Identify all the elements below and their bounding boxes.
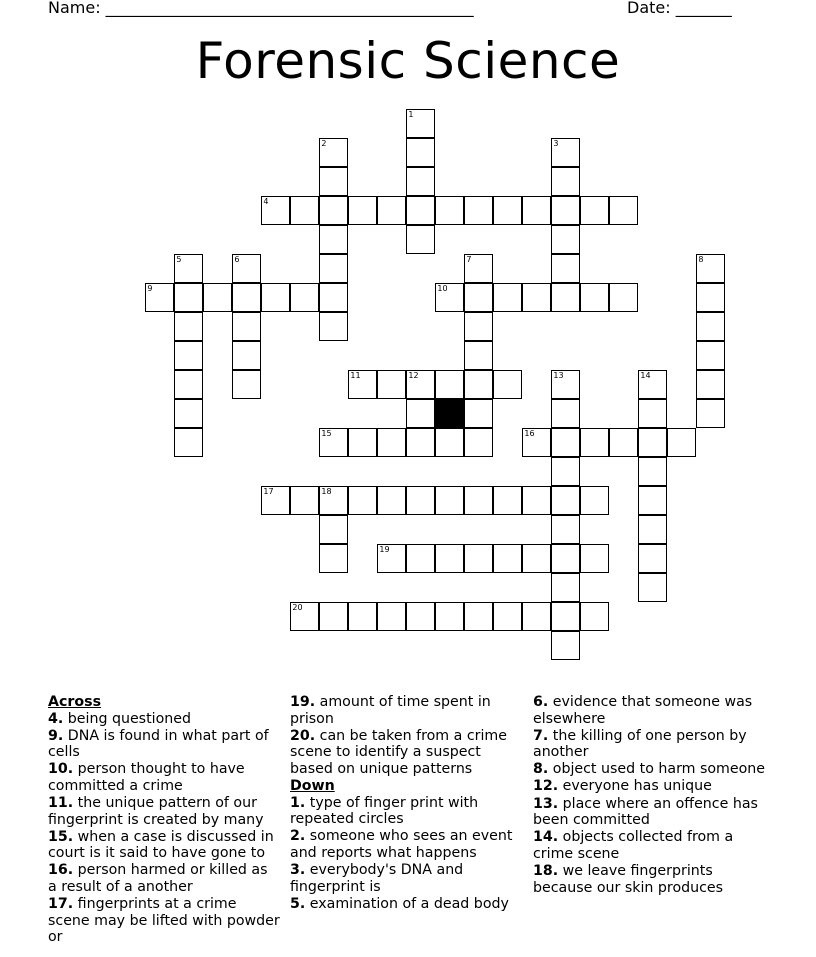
clue-item-number: 18. [533, 862, 559, 879]
grid-cell[interactable] [551, 486, 580, 515]
clue-item-text: can be taken from a crime scene to identify a suspect based on unique patterns [290, 727, 507, 777]
blocked-cell [435, 399, 464, 428]
clue-item-text: the killing of one person by another [533, 727, 747, 761]
grid-cell[interactable] [319, 544, 348, 573]
clue-item-number: 19. [290, 694, 316, 710]
grid-cell[interactable] [522, 428, 551, 457]
clue-item [533, 829, 765, 862]
grid-cell[interactable] [638, 428, 667, 457]
grid-cell[interactable] [261, 283, 290, 312]
grid-cell[interactable] [319, 138, 348, 167]
grid-cell[interactable] [174, 283, 203, 312]
grid-cell[interactable] [348, 428, 377, 457]
grid-cell[interactable] [435, 544, 464, 573]
clue-item-text: object used to harm someone [548, 761, 766, 778]
grid-cell[interactable] [261, 196, 290, 225]
grid-cell[interactable] [464, 283, 493, 312]
clues-column-3 [533, 694, 765, 897]
clue-item [48, 761, 280, 794]
grid-cell[interactable] [638, 399, 667, 428]
grid-cell[interactable] [377, 370, 406, 399]
grid-cell[interactable] [551, 631, 580, 660]
grid-cell[interactable] [522, 486, 551, 515]
clues-column-2 [290, 694, 526, 913]
clue-item-number: 9. [48, 727, 64, 744]
grid-cell[interactable] [319, 254, 348, 283]
grid-cell[interactable] [609, 283, 638, 312]
grid-cell[interactable] [348, 370, 377, 399]
grid-cell[interactable] [551, 457, 580, 486]
clues-column-1 [48, 694, 280, 946]
clue-item-number: 12. [533, 778, 559, 795]
grid-cell[interactable] [435, 196, 464, 225]
grid-cell[interactable] [174, 370, 203, 399]
grid-cell[interactable] [580, 196, 609, 225]
grid-cell[interactable] [551, 196, 580, 225]
grid-cell[interactable] [290, 283, 319, 312]
grid-cell[interactable] [232, 341, 261, 370]
grid-cell[interactable] [696, 254, 725, 283]
clue-number: 15 [321, 429, 332, 439]
clue-item [290, 694, 526, 727]
clue-item-number: 17. [48, 896, 74, 913]
grid-cell[interactable] [377, 486, 406, 515]
clue-item-text: type of finger print with repeated circles [290, 794, 479, 828]
clue-item-text: examination of a dead body [305, 895, 509, 912]
grid-cell[interactable] [319, 167, 348, 196]
clue-item [533, 761, 765, 778]
clue-item [48, 862, 280, 895]
grid-cell[interactable] [174, 312, 203, 341]
grid-cell[interactable] [464, 428, 493, 457]
grid-cell[interactable] [493, 544, 522, 573]
clue-number: 6 [234, 255, 240, 265]
clue-item-text: we leave fingerprints because our skin produces [533, 862, 724, 896]
grid-cell[interactable] [493, 602, 522, 631]
grid-cell[interactable] [696, 283, 725, 312]
grid-cell[interactable] [377, 428, 406, 457]
clue-item-number: 4. [48, 710, 64, 727]
grid-cell[interactable] [638, 573, 667, 602]
clue-item-text: everybody's DNA and fingerprint is [290, 861, 464, 895]
grid-cell[interactable] [667, 428, 696, 457]
clue-item-text: amount of time spent in prison [290, 694, 491, 727]
grid-cell[interactable] [580, 544, 609, 573]
clue-number: 20 [292, 603, 303, 613]
grid-cell[interactable] [638, 486, 667, 515]
grid-cell[interactable] [319, 196, 348, 225]
grid-cell[interactable] [464, 254, 493, 283]
clue-number: 17 [263, 487, 274, 497]
grid-cell[interactable] [406, 486, 435, 515]
grid-cell[interactable] [464, 312, 493, 341]
across-heading: Across [48, 694, 102, 710]
grid-cell[interactable] [522, 283, 551, 312]
grid-cell[interactable] [551, 515, 580, 544]
clue-item [48, 711, 280, 728]
grid-cell[interactable] [406, 196, 435, 225]
clue-item [48, 896, 280, 946]
grid-cell[interactable] [319, 428, 348, 457]
clue-item [533, 778, 765, 795]
clue-item [48, 795, 280, 828]
clue-item-number: 20. [290, 727, 316, 744]
grid-cell[interactable] [551, 544, 580, 573]
grid-cell[interactable] [174, 428, 203, 457]
grid-cell[interactable] [464, 602, 493, 631]
clue-item-text: place where an offence has been committed [533, 795, 758, 829]
grid-cell[interactable] [319, 225, 348, 254]
clue-number: 5 [176, 255, 182, 265]
clue-number: 19 [379, 545, 390, 555]
clue-number: 13 [553, 371, 564, 381]
grid-cell[interactable] [435, 602, 464, 631]
grid-cell[interactable] [406, 544, 435, 573]
grid-cell[interactable] [348, 196, 377, 225]
grid-cell[interactable] [493, 196, 522, 225]
grid-cell[interactable] [696, 341, 725, 370]
clue-item-number: 16. [48, 862, 74, 879]
clue-item-number: 2. [290, 828, 306, 845]
clue-item [48, 728, 280, 761]
grid-cell[interactable] [580, 486, 609, 515]
clue-number: 8 [698, 255, 704, 265]
grid-cell[interactable] [232, 370, 261, 399]
clue-number: 4 [263, 197, 269, 207]
grid-cell[interactable] [319, 486, 348, 515]
grid-cell[interactable] [406, 138, 435, 167]
grid-cell[interactable] [696, 399, 725, 428]
clue-number: 7 [466, 255, 472, 265]
grid-cell[interactable] [580, 602, 609, 631]
grid-cell[interactable] [551, 399, 580, 428]
grid-cell[interactable] [406, 167, 435, 196]
grid-cell[interactable] [232, 312, 261, 341]
clue-number: 12 [408, 371, 419, 381]
grid-cell[interactable] [406, 428, 435, 457]
grid-cell[interactable] [551, 573, 580, 602]
clue-item [533, 694, 765, 727]
grid-cell[interactable] [290, 486, 319, 515]
grid-cell[interactable] [290, 196, 319, 225]
grid-cell[interactable] [377, 544, 406, 573]
clue-item-text: DNA is found in what part of cells [48, 727, 269, 761]
clue-item-text: person harmed or killed as a result of a another [48, 862, 268, 896]
grid-cell[interactable] [551, 138, 580, 167]
grid-cell[interactable] [145, 283, 174, 312]
grid-cell[interactable] [377, 602, 406, 631]
clue-item-text: fingerprints at a crime scene may be lifted with powder or [48, 896, 280, 946]
clue-item-number: 7. [533, 727, 549, 744]
clue-item [533, 863, 765, 896]
clue-item-text: the unique pattern of our fingerprint is created by many [48, 795, 264, 828]
clue-item-number: 5. [290, 895, 306, 912]
grid-cell[interactable] [638, 370, 667, 399]
grid-cell[interactable] [406, 109, 435, 138]
grid-cell[interactable] [580, 283, 609, 312]
grid-cell[interactable] [174, 399, 203, 428]
clue-item [533, 728, 765, 761]
grid-cell[interactable] [174, 254, 203, 283]
grid-cell[interactable] [464, 544, 493, 573]
grid-cell[interactable] [696, 370, 725, 399]
clue-item [290, 795, 526, 828]
grid-cell[interactable] [319, 515, 348, 544]
grid-cell[interactable] [493, 370, 522, 399]
grid-cell[interactable] [232, 254, 261, 283]
clue-item-text: being questioned [63, 710, 191, 727]
clue-number: 2 [321, 139, 327, 149]
grid-cell[interactable] [609, 196, 638, 225]
clue-item [533, 796, 765, 829]
grid-cell[interactable] [435, 370, 464, 399]
grid-cell[interactable] [203, 283, 232, 312]
grid-cell[interactable] [638, 457, 667, 486]
clue-item-number: 1. [290, 794, 306, 811]
grid-cell[interactable] [551, 428, 580, 457]
clue-item [48, 829, 280, 862]
grid-cell[interactable] [522, 196, 551, 225]
clue-number: 1 [408, 110, 414, 120]
grid-cell[interactable] [319, 283, 348, 312]
grid-cell[interactable] [464, 341, 493, 370]
clue-item-number: 14. [533, 829, 559, 846]
clue-item-number: 10. [48, 761, 74, 778]
clue-item-number: 8. [533, 761, 549, 778]
clue-item-number: 15. [48, 828, 74, 845]
clue-item-text: person thought to have committed a crime [48, 761, 245, 794]
grid-cell[interactable] [261, 486, 290, 515]
grid-cell[interactable] [551, 167, 580, 196]
grid-cell[interactable] [551, 225, 580, 254]
grid-cell[interactable] [435, 486, 464, 515]
grid-cell[interactable] [580, 428, 609, 457]
clue-item-text: someone who sees an event and reports what happens [290, 828, 513, 861]
clue-item-number: 13. [533, 795, 559, 812]
grid-cell[interactable] [551, 370, 580, 399]
grid-cell[interactable] [522, 602, 551, 631]
clue-number: 18 [321, 487, 332, 497]
clue-item-text: evidence that someone was elsewhere [533, 694, 753, 727]
clue-number: 16 [524, 429, 535, 439]
clue-number: 11 [350, 371, 361, 381]
grid-cell[interactable] [232, 283, 261, 312]
grid-cell[interactable] [348, 602, 377, 631]
grid-cell[interactable] [551, 283, 580, 312]
grid-cell[interactable] [493, 283, 522, 312]
grid-cell[interactable] [290, 602, 319, 631]
grid-cell[interactable] [609, 428, 638, 457]
clue-item-number: 11. [48, 795, 74, 812]
grid-cell[interactable] [696, 312, 725, 341]
clue-item-number: 3. [290, 861, 306, 878]
grid-cell[interactable] [464, 370, 493, 399]
clue-number: 14 [640, 371, 651, 381]
clue-item [290, 828, 526, 861]
grid-cell[interactable] [638, 515, 667, 544]
name-line[interactable]: Name: ______________________________________________ [48, 0, 474, 17]
clue-item-text: everyone has unique [558, 778, 712, 795]
grid-cell[interactable] [522, 544, 551, 573]
grid-cell[interactable] [435, 283, 464, 312]
grid-cell[interactable] [464, 399, 493, 428]
grid-cell[interactable] [348, 486, 377, 515]
clue-number: 9 [147, 284, 153, 294]
clue-item [290, 862, 526, 895]
date-line[interactable]: Date: _______ [627, 0, 732, 17]
clue-number: 3 [553, 139, 559, 149]
clue-item-number: 6. [533, 694, 549, 710]
grid-cell[interactable] [406, 399, 435, 428]
grid-cell[interactable] [377, 196, 406, 225]
grid-cell[interactable] [319, 312, 348, 341]
clue-item-text: objects collected from a crime scene [533, 829, 734, 862]
clue-item [290, 728, 526, 778]
grid-cell[interactable] [551, 602, 580, 631]
grid-cell[interactable] [551, 254, 580, 283]
clue-number: 10 [437, 284, 448, 294]
grid-cell[interactable] [319, 602, 348, 631]
grid-cell[interactable] [406, 602, 435, 631]
grid-cell[interactable] [406, 225, 435, 254]
down-heading: Down [290, 777, 335, 794]
clue-item [290, 896, 526, 913]
grid-cell[interactable] [493, 486, 522, 515]
grid-cell[interactable] [435, 428, 464, 457]
page-title: Forensic Science [195, 32, 621, 90]
grid-cell[interactable] [464, 486, 493, 515]
grid-cell[interactable] [638, 544, 667, 573]
grid-cell[interactable] [464, 196, 493, 225]
clue-item-text: when a case is discussed in court is it said to have gone to [48, 828, 274, 862]
grid-cell[interactable] [406, 370, 435, 399]
grid-cell[interactable] [174, 341, 203, 370]
